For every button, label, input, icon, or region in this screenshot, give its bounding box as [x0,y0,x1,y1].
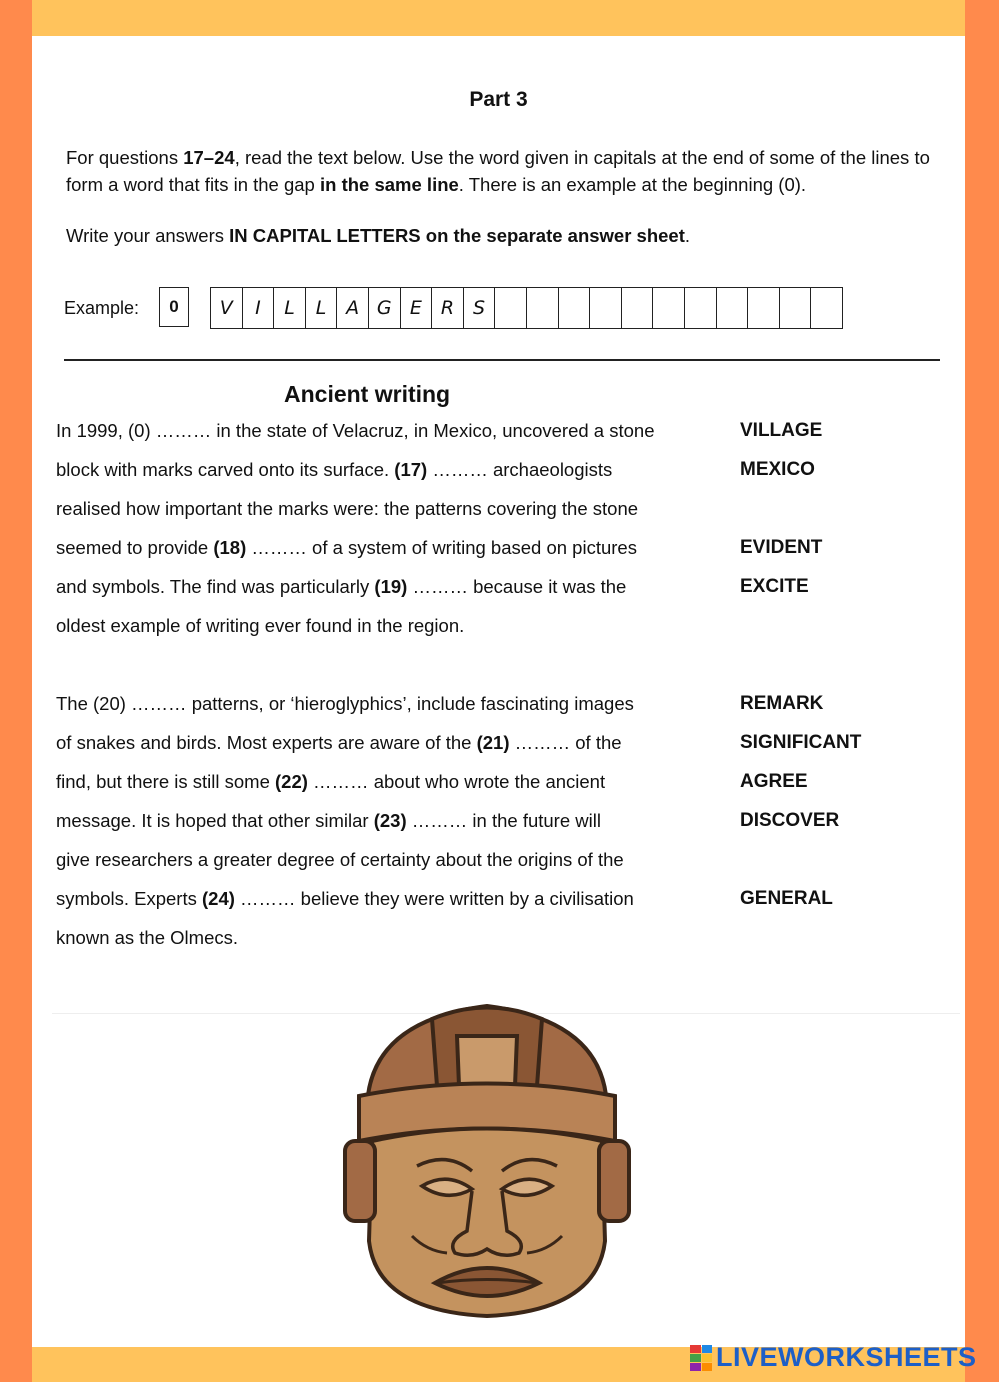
example-label: Example: [64,298,140,318]
key-word: AGREE [740,771,808,792]
answer-instructions: Write your answers IN CAPITAL LETTERS on the separate answer sheet. [66,225,691,246]
answer-letter-box [748,288,780,328]
text-line: In 1999, (0) ……… in the state of Velacruz, in Mexico, uncovered a stone [56,420,655,441]
answer-letter-box: A [337,288,369,328]
text-line: and symbols. The find was particularly (19) ……… because it was the [56,576,627,597]
answer-letter-box: R [432,288,464,328]
text-line: realised how important the marks were: the patterns covering the stone [56,498,639,519]
liveworksheets-logo[interactable] [690,1342,977,1373]
part-title: Part 3 [469,88,528,111]
text-line: message. It is hoped that other similar (23) ……… in the future will [56,810,601,831]
answer-letter-box: E [401,288,433,328]
logo-text: LIVEWORKSHEETS [716,1342,977,1372]
text-line: find, but there is still some (22) ……… about who wrote the ancient [56,771,606,792]
text-line: known as the Olmecs. [56,927,238,948]
text-line: oldest example of writing ever found in the region. [56,615,465,636]
text-line: seemed to provide (18) ……… of a system of writing based on pictures [56,537,637,558]
key-word: SIGNIFICANT [740,732,862,753]
top-band [32,0,965,36]
text-line: symbols. Experts (24) ……… believe they were written by a civilisation [56,888,634,909]
example-number-box: 0 [159,287,189,327]
answer-letter-box: V [211,288,243,328]
text-line: block with marks carved onto its surface. (17) ……… archaeologists [56,459,613,480]
answer-letter-box [622,288,654,328]
olmec-head-icon [337,991,637,1321]
text-line: give researchers a greater degree of certainty about the origins of the [56,849,624,870]
answer-letter-box [717,288,749,328]
key-word: EXCITE [740,576,809,597]
key-word: VILLAGE [740,420,823,441]
text-line: of snakes and birds. Most experts are aware of the (21) ……… of the [56,732,622,753]
answer-letter-box [527,288,559,328]
text-line: The (20) ……… patterns, or ‘hieroglyphics’, include fascinating images [56,693,634,714]
answer-letter-box [590,288,622,328]
answer-letter-box: S [464,288,496,328]
divider [64,359,940,361]
answer-letter-box: L [274,288,306,328]
worksheet-page [32,36,965,1347]
answer-letter-box [653,288,685,328]
key-word: EVIDENT [740,537,823,558]
answer-letter-box: L [306,288,338,328]
answer-letter-box [780,288,812,328]
key-word: REMARK [740,693,824,714]
text-title: Ancient writing [284,381,451,407]
key-word: GENERAL [740,888,833,909]
answer-letter-box [559,288,591,328]
answer-letter-box: G [369,288,401,328]
example-answer-boxes [210,287,843,329]
instructions: For questions 17–24, read the text below. Use the word given in capitals at the end of some of the lines to form a word that fits in the gap in the same line. There is an example at the beginning (0). [66,147,930,195]
answer-letter-box [495,288,527,328]
key-word: MEXICO [740,459,815,480]
answer-letter-box [811,288,843,328]
answer-letter-box [685,288,717,328]
logo-icon [690,1345,712,1371]
key-word: DISCOVER [740,810,840,831]
answer-letter-box: I [243,288,275,328]
